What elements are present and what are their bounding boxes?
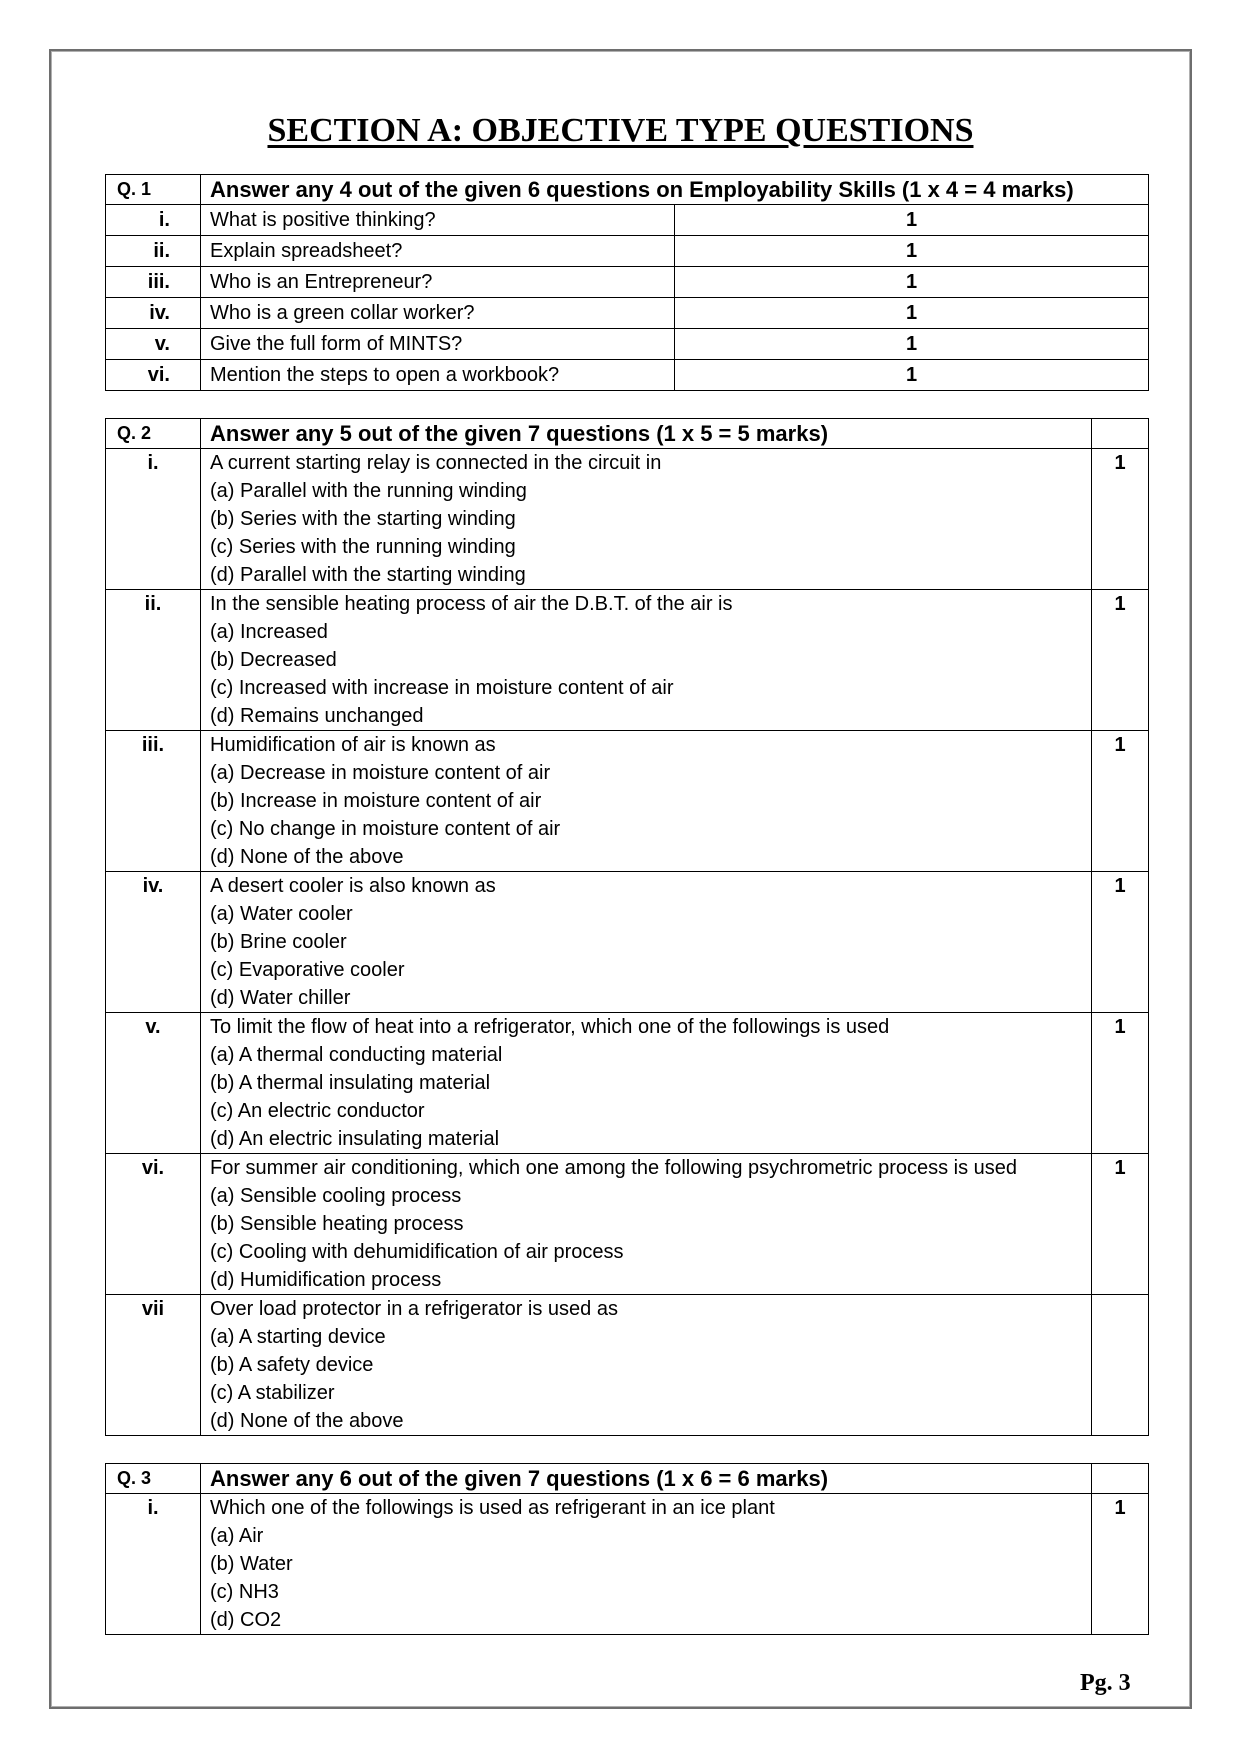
- item-marks: 1: [675, 360, 1149, 391]
- option-c: (c) A stabilizer: [210, 1382, 335, 1404]
- option-a: (a) A thermal conducting material: [210, 1044, 503, 1066]
- item-number: iv.: [106, 872, 201, 1013]
- item-text: Mention the steps to open a workbook?: [201, 360, 675, 391]
- table-row: [106, 731, 1149, 872]
- item-marks: 1: [675, 205, 1149, 236]
- option-d: (d) None of the above: [210, 1410, 404, 1432]
- option-c: (c) Series with the running winding: [210, 536, 516, 558]
- table-row: [106, 1494, 1149, 1635]
- item-marks: 1: [1092, 1154, 1149, 1295]
- table-row: [106, 236, 1149, 267]
- item-marks: [1092, 1295, 1149, 1436]
- question-text: Humidification of air is known as: [210, 734, 496, 756]
- item-marks: 1: [675, 267, 1149, 298]
- item-marks: 1: [1092, 1494, 1149, 1635]
- q3-heading: Answer any 6 out of the given 7 questions (1 x 6 = 6 marks): [201, 1464, 1092, 1494]
- q2-table: [105, 418, 1149, 1436]
- table-row: [106, 1154, 1149, 1295]
- option-c: (c) No change in moisture content of air: [210, 818, 561, 840]
- option-a: (a) Parallel with the running winding: [210, 480, 527, 502]
- table-row: [106, 449, 1149, 590]
- table-row: [106, 1295, 1149, 1436]
- option-b: (b) A safety device: [210, 1354, 374, 1376]
- q1-number: Q. 1: [106, 175, 201, 205]
- table-row: [106, 205, 1149, 236]
- table-row: [106, 360, 1149, 391]
- q1-header-row: [106, 175, 1149, 205]
- item-number: v.: [106, 1013, 201, 1154]
- option-d: (d) Remains unchanged: [210, 705, 424, 727]
- q1-table: [105, 174, 1149, 391]
- item-number: v.: [106, 329, 201, 360]
- option-b: (b) Decreased: [210, 649, 337, 671]
- question-text: In the sensible heating process of air the D.B.T. of the air is: [210, 593, 733, 615]
- item-number: ii.: [106, 590, 201, 731]
- item-number: iv.: [106, 298, 201, 329]
- item-marks: 1: [1092, 590, 1149, 731]
- mcq-item: [201, 449, 1092, 590]
- table-row: [106, 298, 1149, 329]
- table-row: [106, 267, 1149, 298]
- q2-number: Q. 2: [106, 419, 201, 449]
- item-text: Explain spreadsheet?: [201, 236, 675, 267]
- mcq-item: [201, 1013, 1092, 1154]
- option-d: (d) Water chiller: [210, 987, 351, 1009]
- option-b: (b) A thermal insulating material: [210, 1072, 491, 1094]
- item-number: vi.: [106, 1154, 201, 1295]
- item-number: iii.: [106, 731, 201, 872]
- option-a: (a) A starting device: [210, 1326, 386, 1348]
- table-row: [106, 590, 1149, 731]
- option-a: (a) Water cooler: [210, 903, 353, 925]
- option-d: (d) CO2: [210, 1609, 282, 1631]
- item-marks: 1: [1092, 872, 1149, 1013]
- question-text: A current starting relay is connected in the circuit in: [210, 452, 662, 474]
- item-marks: 1: [1092, 449, 1149, 590]
- option-b: (b) Sensible heating process: [210, 1213, 464, 1235]
- question-text: Which one of the followings is used as refrigerant in an ice plant: [210, 1497, 775, 1519]
- option-a: (a) Air: [210, 1525, 264, 1547]
- option-c: (c) NH3: [210, 1581, 279, 1603]
- q2-header-row: [106, 419, 1149, 449]
- option-d: (d) An electric insulating material: [210, 1128, 500, 1150]
- mcq-item: [201, 1494, 1092, 1635]
- option-b: (b) Increase in moisture content of air: [210, 790, 542, 812]
- option-b: (b) Series with the starting winding: [210, 508, 516, 530]
- item-number: i.: [106, 205, 201, 236]
- q3-number: Q. 3: [106, 1464, 201, 1494]
- option-c: (c) Evaporative cooler: [210, 959, 405, 981]
- question-text: For summer air conditioning, which one among the following psychrometric process is used: [210, 1157, 1018, 1179]
- option-d: (d) Parallel with the starting winding: [210, 564, 526, 586]
- q2-heading: Answer any 5 out of the given 7 questions (1 x 5 = 5 marks): [201, 419, 1092, 449]
- item-text: Who is a green collar worker?: [201, 298, 675, 329]
- option-a: (a) Decrease in moisture content of air: [210, 762, 551, 784]
- q3-marks-header: [1092, 1464, 1149, 1494]
- item-marks: 1: [675, 298, 1149, 329]
- table-row: [106, 329, 1149, 360]
- option-c: (c) An electric conductor: [210, 1100, 425, 1122]
- q3-header-row: [106, 1464, 1149, 1494]
- option-a: (a) Sensible cooling process: [210, 1185, 462, 1207]
- item-number: i.: [106, 449, 201, 590]
- option-b: (b) Brine cooler: [210, 931, 347, 953]
- question-text: To limit the flow of heat into a refrigerator, which one of the followings is used: [210, 1016, 890, 1038]
- item-number: ii.: [106, 236, 201, 267]
- q3-table: [105, 1463, 1149, 1635]
- item-number: vii: [106, 1295, 201, 1436]
- mcq-item: [201, 1295, 1092, 1436]
- page-number: Pg. 3: [1080, 1670, 1131, 1696]
- item-number: i.: [106, 1494, 201, 1635]
- table-row: [106, 872, 1149, 1013]
- item-marks: 1: [1092, 1013, 1149, 1154]
- mcq-item: [201, 1154, 1092, 1295]
- item-number: vi.: [106, 360, 201, 391]
- option-a: (a) Increased: [210, 621, 328, 643]
- mcq-item: [201, 731, 1092, 872]
- section-title: SECTION A: OBJECTIVE TYPE QUESTIONS: [267, 112, 974, 149]
- item-number: iii.: [106, 267, 201, 298]
- item-text: Give the full form of MINTS?: [201, 329, 675, 360]
- mcq-item: [201, 590, 1092, 731]
- item-text: Who is an Entrepreneur?: [201, 267, 675, 298]
- question-text: Over load protector in a refrigerator is used as: [210, 1298, 618, 1320]
- q1-heading: Answer any 4 out of the given 6 questions on Employability Skills (1 x 4 = 4 marks): [201, 175, 1149, 205]
- table-row: [106, 1013, 1149, 1154]
- item-marks: 1: [675, 329, 1149, 360]
- q2-marks-header: [1092, 419, 1149, 449]
- question-text: A desert cooler is also known as: [210, 875, 496, 897]
- item-marks: 1: [675, 236, 1149, 267]
- option-d: (d) Humidification process: [210, 1269, 442, 1291]
- mcq-item: [201, 872, 1092, 1013]
- item-marks: 1: [1092, 731, 1149, 872]
- item-text: What is positive thinking?: [201, 205, 675, 236]
- option-b: (b) Water: [210, 1553, 293, 1575]
- option-c: (c) Increased with increase in moisture content of air: [210, 677, 674, 699]
- option-c: (c) Cooling with dehumidification of air process: [210, 1241, 624, 1263]
- option-d: (d) None of the above: [210, 846, 404, 868]
